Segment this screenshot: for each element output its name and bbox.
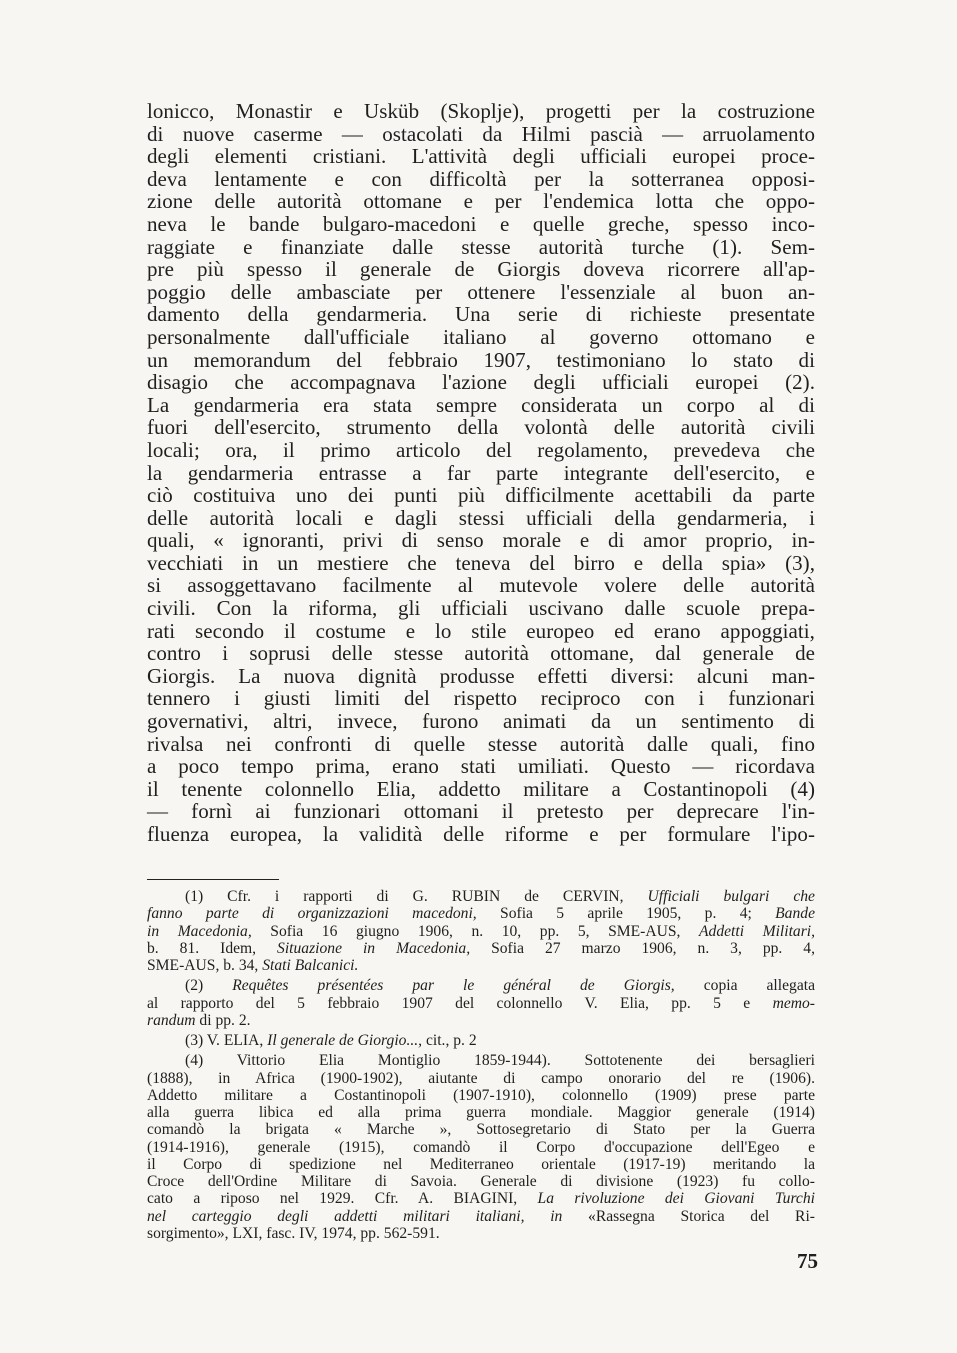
body-text-line: un memorandum del febbraio 1907, testimoniano lo stato di bbox=[147, 347, 815, 372]
footnote-italic-text: Requêtes présentées par le général de Giorgis, bbox=[232, 977, 675, 995]
body-text-line: si assoggettavano facilmente al mutevole volere delle autorità bbox=[147, 573, 815, 598]
body-text-line: fluenza europea, la validità delle riforme e per formulare l'ipo- bbox=[147, 822, 815, 846]
footnote-line bbox=[147, 1208, 815, 1225]
footnote-line bbox=[147, 957, 815, 974]
footnote-italic-text: Ufficiali bulgari che bbox=[647, 888, 815, 905]
footnote-line bbox=[147, 1104, 815, 1121]
footnote-text: (3) V. ELIA, bbox=[185, 1032, 268, 1049]
body-text-line: delle autorità locali e dagli stessi ufficiali della gendarmeria, i bbox=[147, 505, 815, 530]
body-text-line: personalmente dall'ufficiale italiano al governo ottomano e bbox=[147, 324, 815, 349]
body-text-line: degli elementi cristiani. L'attività degli ufficiali europei proce- bbox=[147, 144, 815, 169]
body-text-line: zione delle autorità ottomane e per l'endemica lotta che oppo- bbox=[147, 189, 815, 214]
footnote-text: (2) bbox=[185, 977, 233, 995]
footnote-italic-text: randum bbox=[147, 1011, 196, 1029]
footnote-text: (1914-1916), generale (1915), comandò il Corpo d'occupazione dell'Egeo e bbox=[147, 1138, 815, 1156]
footnote-text: (1) Cfr. i rapporti di G. RUBIN de CERVIN, bbox=[185, 888, 648, 905]
body-text-line: damento della gendarmeria. Una serie di richieste presentate bbox=[147, 302, 815, 327]
body-text-line: contro i soprusi delle stesse autorità ottomane, dal generale de bbox=[147, 641, 815, 666]
footnote-line bbox=[147, 905, 815, 922]
footnote-text: (4) Vittorio Elia Montiglio 1859-1944). Sottotenente dei bersaglieri bbox=[185, 1052, 815, 1070]
footnote-italic-text: memo- bbox=[772, 994, 815, 1012]
footnote-text: «Rassegna Storica del Ri- bbox=[562, 1207, 815, 1225]
footnote-line bbox=[147, 1139, 815, 1156]
footnote-text: comandò la brigata « Marche », Sottosegretario di Stato per la Guerra bbox=[147, 1121, 815, 1139]
footnote-line bbox=[147, 1225, 815, 1242]
page-number: 75 bbox=[797, 1249, 818, 1273]
body-text-line: disagio che accompagnava l'azione degli ufficiali europei (2). bbox=[147, 370, 815, 395]
footnote-line bbox=[147, 1012, 815, 1029]
footnote-separator-rule bbox=[147, 879, 279, 880]
footnote-text: b. 81. Idem, bbox=[147, 939, 278, 957]
footnote-line bbox=[147, 1121, 815, 1138]
body-text-line: tennero i giusti limiti del rispetto reciproco con i funzionari bbox=[147, 686, 815, 711]
footnote-text: SME-AUS, b. 34, bbox=[147, 957, 263, 974]
footnote-italic-text: La rivoluzione dei Giovani Turchi bbox=[537, 1190, 815, 1208]
footnote-line bbox=[147, 1173, 815, 1190]
footnote-text: Sofia 27 marzo 1906, n. 3, pp. 4, bbox=[470, 939, 815, 957]
body-text-line: governativi, altri, invece, furono animati da un sentimento di bbox=[147, 709, 815, 734]
footnote-text: Sofia 5 aprile 1905, p. 4; bbox=[476, 905, 776, 923]
footnote-text: il Corpo di spedizione nel Mediterraneo orientale (1917-19) meritando la bbox=[147, 1155, 815, 1173]
footnote-italic-text: Il generale de Giorgio..., bbox=[267, 1032, 423, 1049]
footnote-text: (1888), in Africa (1900-1902), aiutante di campo onorario del re (1906). bbox=[147, 1069, 815, 1087]
body-text-line: pre più spesso il generale de Giorgis doveva ricorrere all'ap- bbox=[147, 257, 815, 282]
body-text-line: rati secondo il costume e lo stile europeo ed erano appoggiati, bbox=[147, 618, 815, 643]
body-text-line: rivalsa nei confronti di quelle stesse autorità dalle quali, fino bbox=[147, 731, 815, 756]
footnote-text: di pp. 2. bbox=[195, 1011, 251, 1029]
body-text-line: il tenente colonnello Elia, addetto militare a Costantinopoli (4) bbox=[147, 776, 815, 801]
body-text-line: locali; ora, il primo articolo del regolamento, prevedeva che bbox=[147, 437, 815, 462]
footnote-text: cit., p. 2 bbox=[422, 1032, 477, 1049]
footnote-text: Addetto militare a Costantinopoli (1907-1910), colonnello (1909) prese parte bbox=[147, 1086, 815, 1104]
footnote-line bbox=[147, 1052, 815, 1069]
footnote-line bbox=[147, 923, 815, 940]
body-text-line: vecchiati in un mestiere che teneva del birro e della spia» (3), bbox=[147, 550, 815, 575]
footnote-line bbox=[147, 1156, 815, 1173]
body-text-line: neva le bande bulgaro-macedoni e quelle greche, spesso inco- bbox=[147, 211, 815, 236]
footnote-italic-text: Stati Balcanici. bbox=[262, 957, 359, 974]
body-text-line: deva lentamente e con difficoltà per la sotterranea opposi- bbox=[147, 166, 815, 191]
footnote-line bbox=[147, 888, 815, 905]
body-text-line: la gendarmeria entrasse a far parte integrante dell'esercito, e bbox=[147, 460, 815, 485]
footnote-line bbox=[147, 1087, 815, 1104]
footnote-italic-text: Addetti Militari, bbox=[699, 922, 816, 940]
body-text-line: a poco tempo prima, erano stati umiliati. Questo — ricordava bbox=[147, 754, 815, 779]
footnote-text: alla guerra libica ed alla prima guerra mondiale. Maggior generale (1914) bbox=[147, 1104, 815, 1121]
footnote-line bbox=[147, 977, 815, 994]
footnote-italic-text: in Macedonia, bbox=[147, 922, 252, 940]
footnote-line bbox=[147, 940, 815, 957]
footnote-line bbox=[147, 1070, 815, 1087]
footnote-italic-text: Situazione in Macedonia, bbox=[277, 939, 471, 957]
footnote-1 bbox=[147, 888, 815, 974]
body-text-line: ciò costituiva uno dei punti più difficilmente acettabili da parte bbox=[147, 483, 815, 508]
footnote-text: cato a riposo nel 1929. Cfr. A. BIAGINI, bbox=[147, 1190, 538, 1208]
footnote-text: sorgimento», LXI, fasc. IV, 1974, pp. 562-591. bbox=[147, 1224, 440, 1242]
footnote-4 bbox=[147, 1052, 815, 1242]
body-text-line: di nuove caserme — ostacolati da Hilmi pascià — arruolamento bbox=[147, 121, 815, 146]
footnotes-block bbox=[147, 888, 815, 1242]
footnote-italic-text: Bande bbox=[775, 905, 815, 923]
footnote-text: Sofia 16 giugno 1906, n. 10, pp. 5, SME-AUS, bbox=[251, 922, 699, 940]
footnote-line bbox=[147, 1032, 815, 1049]
body-text-line: fuori dell'esercito, strumento della volontà delle autorità civili bbox=[147, 415, 815, 440]
footnote-italic-text: fanno parte di organizzazioni macedoni, bbox=[147, 905, 477, 923]
main-text-block bbox=[147, 100, 815, 846]
body-text-line: raggiate e finanziate dalle stesse autorità turche (1). Sem- bbox=[147, 234, 815, 259]
body-text-line: lonicco, Monastir e Usküb (Skoplje), progetti per la costruzione bbox=[147, 99, 815, 123]
footnote-2 bbox=[147, 977, 815, 1029]
body-text-line: La gendarmeria era stata sempre considerata un corpo al di bbox=[147, 392, 815, 417]
footnote-italic-text: nel carteggio degli addetti militari italiani, in bbox=[147, 1207, 563, 1225]
footnote-text: al rapporto del 5 febbraio 1907 del colonnello V. Elia, pp. 5 e bbox=[147, 994, 773, 1012]
footnote-text: Croce dell'Ordine Militare di Savoia. Generale di divisione (1923) fu collo- bbox=[147, 1173, 815, 1190]
body-text-line: civili. Con la riforma, gli ufficiali uscivano dalle scuole prepa- bbox=[147, 596, 815, 621]
body-text-line: poggio delle ambasciate per ottenere l'essenziale al buon an- bbox=[147, 279, 815, 304]
body-text-line: Giorgis. La nuova dignità produsse effetti diversi: alcuni man- bbox=[147, 663, 815, 688]
body-text-line: quali, « ignoranti, privi di senso morale e di amor proprio, in- bbox=[147, 528, 815, 553]
footnote-line bbox=[147, 995, 815, 1012]
body-text-line: — fornì ai funzionari ottomani il pretesto per deprecare l'in- bbox=[147, 799, 815, 824]
footnote-line bbox=[147, 1190, 815, 1207]
footnote-3 bbox=[147, 1032, 815, 1049]
footnote-text: copia allegata bbox=[674, 977, 815, 995]
